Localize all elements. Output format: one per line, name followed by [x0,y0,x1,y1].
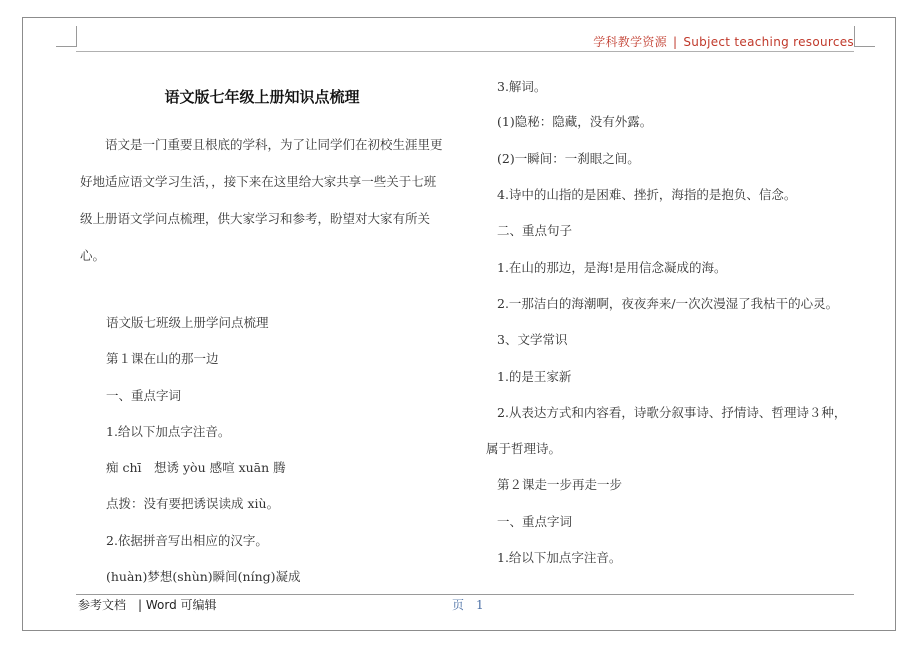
right-col-line-13: 一、重点字词 [497,514,573,529]
left-col-line-5: 痴 chī 想诱 yòu 感喧 xuān 腾 [106,460,286,475]
right-col-line-4: 4.诗中的山指的是困难、挫折，海指的是抱负、信念。 [497,187,797,202]
left-col-line-4: 1.给以下加点字注音。 [106,424,231,439]
right-col-line-7: 2.一那洁白的海潮啊，夜夜奔来/一次次漫湿了我枯干的心灵。 [497,296,839,311]
intro-paragraph: 语文是一门重要且根底的学科，为了让同学们在初校生涯里更好地适应语文学习生活，，接下来在这里给大家共享一些关于七班级上册语文学问点梳理，供大家学习和参考，盼望对大家有所关心。 [80,137,443,263]
left-col-line-8: (huàn)梦想(shùn)瞬间(níng)凝成 [106,569,301,584]
right-col-line-1: 3.解词。 [497,79,547,94]
left-col-line-1: 语文版七班级上册学问点梳理 [106,315,269,330]
right-col-line-10: 2.从表达方式和内容看，诗歌分叙事诗、抒情诗、哲理诗３种， [497,405,847,420]
header-cn: 学科教学资源 [593,35,667,49]
footer-label: 参考文档 | Word 可编辑 [78,598,217,612]
corner-mark-top-left [56,26,77,47]
right-col-line-3: (2)一瞬间：一刹眼之间。 [497,151,640,166]
corner-mark-top-right [854,26,875,47]
right-col-line-2: (1)隐秘：隐藏，没有外露。 [497,114,653,129]
document-title: 语文版七年级上册知识点梳理 [164,88,360,106]
right-col-line-11: 属于哲理诗。 [486,441,562,456]
right-col-line-12: 第２课走一步再走一步 [497,477,623,492]
left-col-line-3: 一、重点字词 [106,388,182,403]
right-col-line-8: 3、文学常识 [497,332,568,347]
left-col-line-6: 点拨：没有要把诱误读成 xiù。 [106,496,280,511]
header-rule [76,51,854,52]
left-col-line-7: 2.依据拼音写出相应的汉字。 [106,533,268,548]
footer-rule [76,594,854,595]
right-col-line-6: 1.在山的那边，是海!是用信念凝成的海。 [497,260,727,275]
header-en: Subject teaching resources [683,35,854,49]
left-col-line-2: 第１课在山的那一边 [106,351,219,366]
right-col-line-5: 二、重点句子 [497,223,573,238]
right-col-line-9: 1.的是王家新 [497,369,572,384]
page-number: 页 1 [452,598,484,612]
header-separator: | [673,35,678,49]
right-col-line-14: 1.给以下加点字注音。 [497,550,622,565]
page-header [593,33,854,50]
